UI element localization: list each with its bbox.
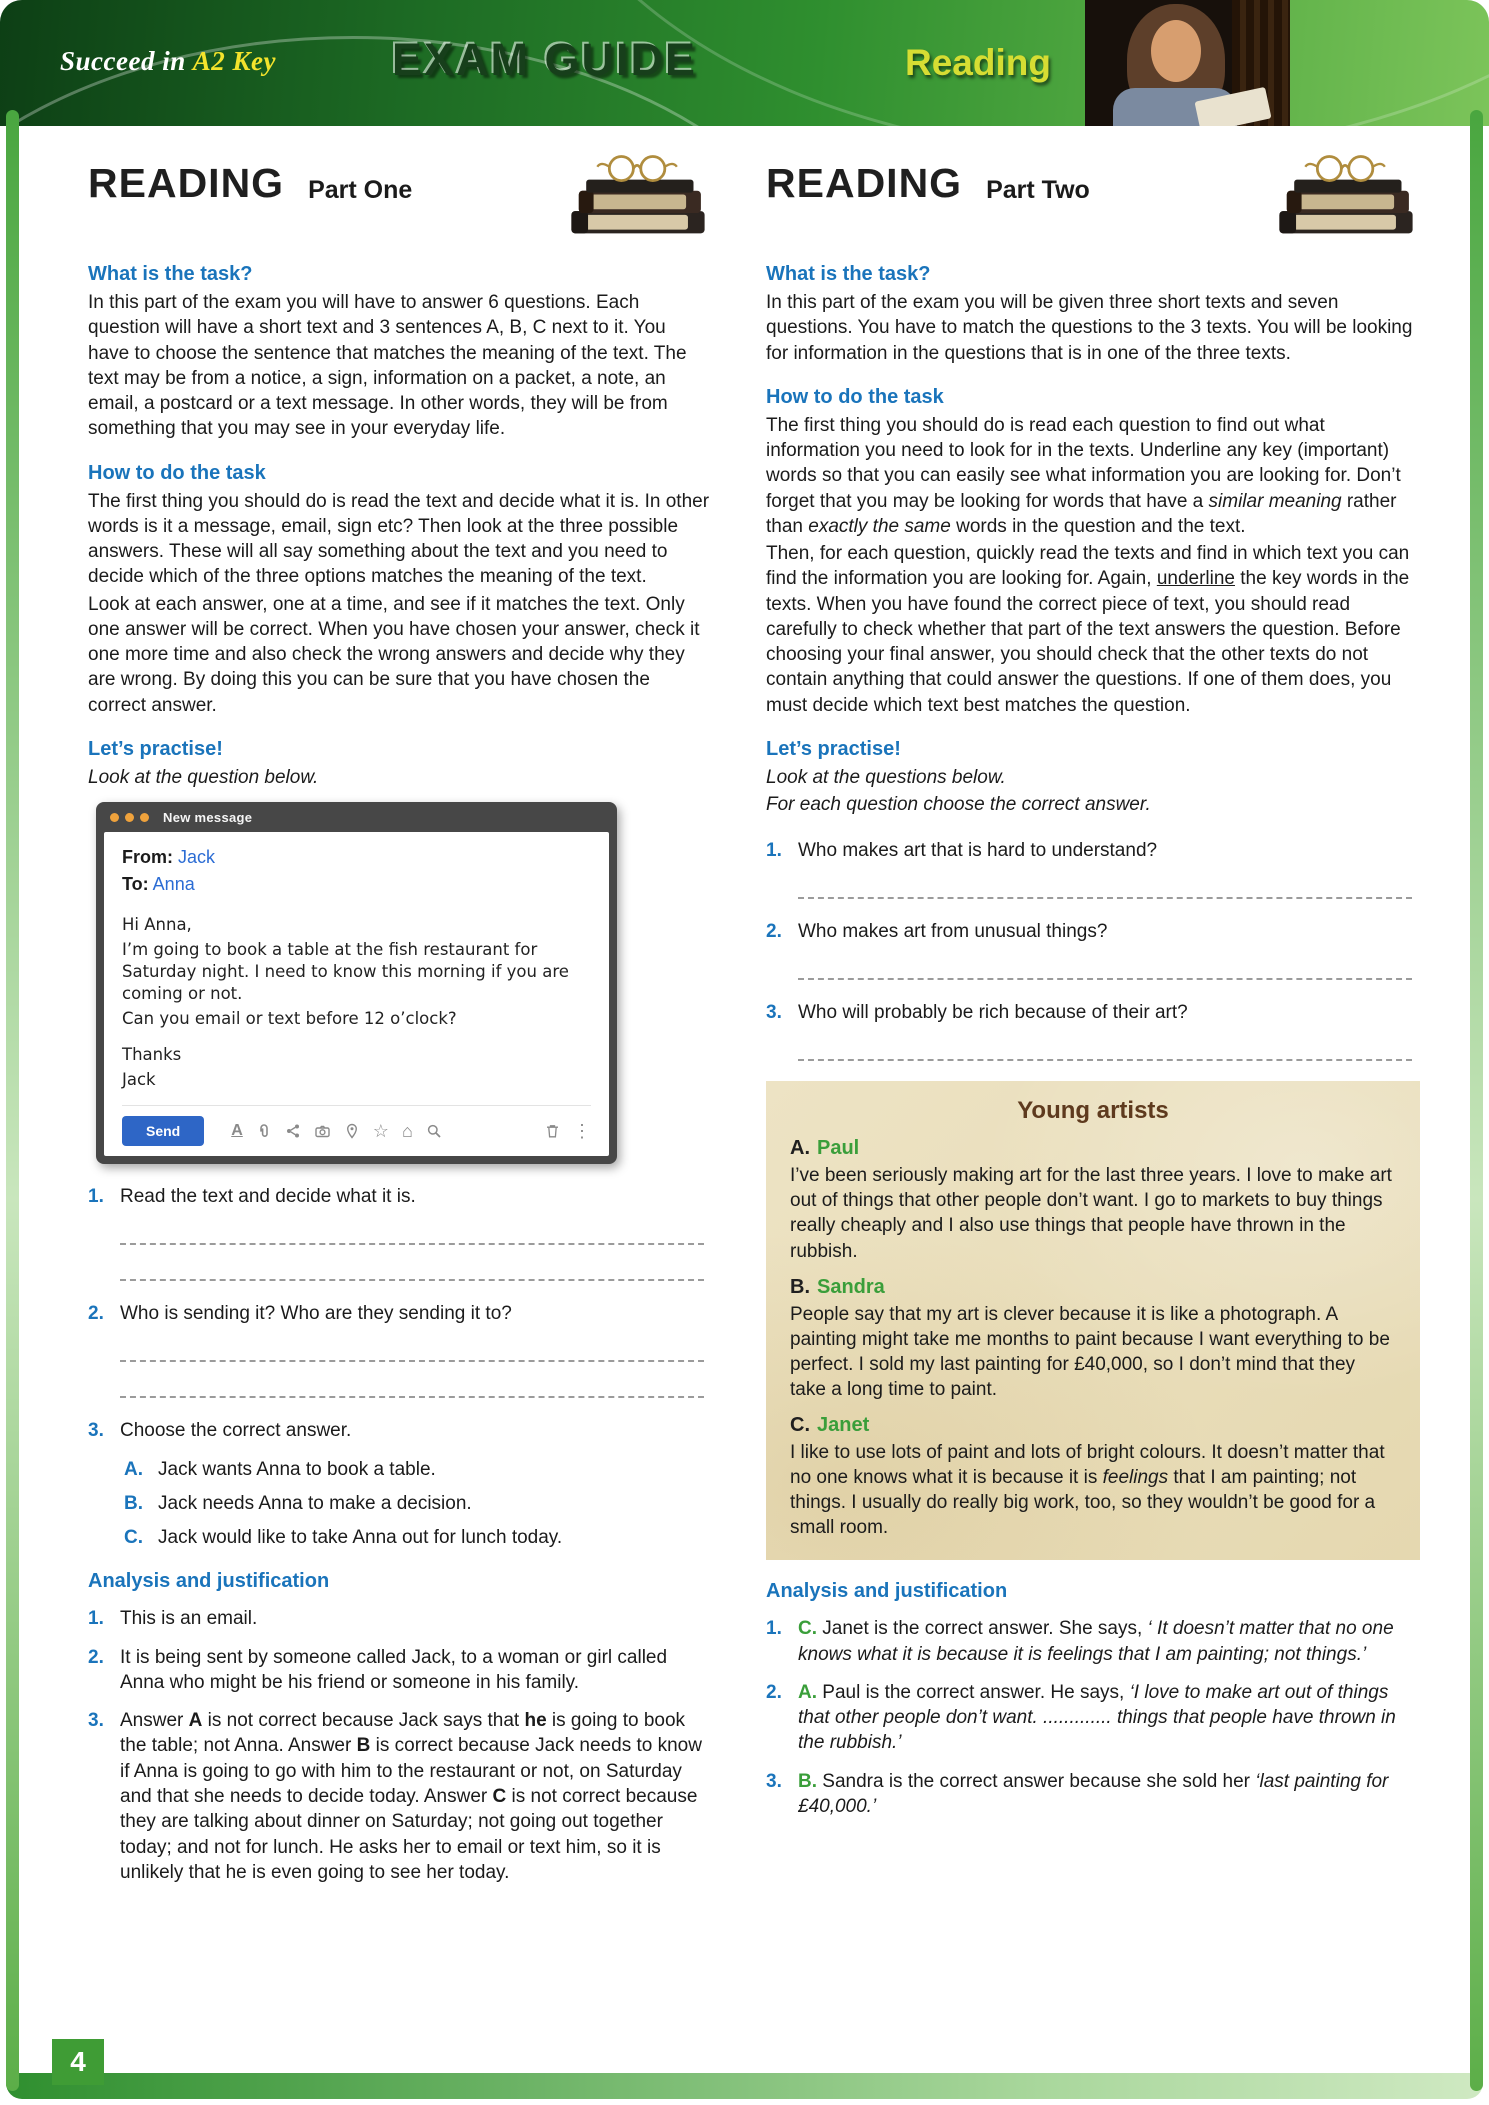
question-number: 2. [88, 1303, 104, 1325]
question-item [88, 1301, 712, 1398]
option-b [124, 1491, 712, 1516]
option-a [124, 1457, 712, 1482]
page-border-right [1470, 110, 1483, 2091]
artist-letter: C. [790, 1413, 810, 1436]
email-line: Thanks [122, 1044, 182, 1064]
email-window-title: New message [163, 809, 253, 825]
artist-name [790, 1137, 1396, 1160]
part-two-label: Part Two [986, 176, 1090, 204]
analysis-text: It is being sent by someone called Jack, to a woman or girl called Anna who might be his friend or someone in his family. [120, 1646, 668, 1693]
books-glasses-image [1272, 150, 1420, 243]
reading-heading: READING [88, 160, 285, 206]
email-line: Jack [122, 1069, 156, 1089]
woman-face [1151, 20, 1201, 82]
from-label: From: [122, 847, 173, 868]
reading-heading: READING [766, 160, 963, 206]
email-to-row [122, 871, 591, 898]
analysis-number: 1. [88, 1608, 104, 1630]
question-text: Who makes art from unusual things? [798, 920, 1108, 942]
format-text-icon[interactable]: A [231, 1121, 243, 1139]
option-text: Jack needs Anna to make a decision. [158, 1492, 472, 1514]
what-is-task-text: In this part of the exam you will be given three short texts and seven questions. You have to match the questions to the 3 texts. You will be looking for information in the questions that is in one of the three texts. [766, 292, 1413, 364]
analysis-text: C. Janet is the correct answer. She says, ‘ It doesn’t matter that no one knows what it is because it is feelings that I am painting; not things.’ [798, 1618, 1394, 1665]
reading-part-one-column [88, 150, 712, 1898]
analysis-number: 2. [88, 1646, 104, 1668]
analysis-number: 3. [88, 1710, 104, 1732]
email-body-text [122, 914, 591, 1091]
window-dot-icon [140, 813, 149, 822]
answer-line [120, 1326, 704, 1362]
question-text: Read the text and decide what it is. [120, 1185, 416, 1207]
email-line: I’m going to book a table at the fish restaurant for Saturday night. I need to know this morning if you are coming or not. [122, 940, 569, 1004]
artist-first-name: Paul [817, 1137, 860, 1160]
part-two-header [766, 150, 1420, 243]
artist-text-a [790, 1137, 1396, 1263]
question-text: Who makes art that is hard to understand? [798, 839, 1158, 861]
question-number: 2. [766, 920, 782, 942]
section-title: Reading [905, 42, 1051, 83]
artist-first-name: Janet [817, 1413, 870, 1436]
artist-letter: B. [790, 1275, 810, 1298]
practise-instruction-1: Look at the questions below. [766, 766, 1006, 788]
email-mockup-window [96, 802, 617, 1164]
brand [60, 46, 276, 77]
brand-prefix: Succeed in [60, 46, 186, 76]
email-content [104, 832, 609, 1156]
trash-icon[interactable] [545, 1123, 560, 1139]
from-value[interactable]: Jack [178, 847, 216, 868]
young-artists-box [766, 1081, 1420, 1560]
search-icon[interactable] [426, 1123, 442, 1139]
analysis-item [88, 1606, 712, 1631]
analysis-text: A. Paul is the correct answer. He says, ‘I love to make art out of things that other people don’t want. ............. things that people have thrown in the rubbish.’ [798, 1681, 1396, 1754]
artist-letter: A. [790, 1137, 810, 1160]
question-item [88, 1184, 712, 1281]
question-item [88, 1418, 712, 1550]
analysis-item [766, 1680, 1420, 1756]
how-to-paragraph-1: The first thing you should do is read the text and decide what it is. In other words is it a message, email, sign etc? Then look at the three possible answers. These will all say something about the text and you need to decide which of the three options matches the meaning of the text. [88, 490, 710, 588]
analysis-heading: Analysis and justification [766, 1580, 1008, 1603]
question-text: Who will probably be rich because of their art? [798, 1002, 1188, 1024]
how-to-paragraph-2: Then, for each question, quickly read the texts and find in which text you can find the information you are looking for. Again, underline the key words in the texts. When you have found the correct piece of text, you should read carefully to check whether that part of the text answers the question. Before choosing your final answer, you should check that the other texts do not contain anything that could answer the questions. If one of them does, you must decide which text best matches the question. [766, 543, 1410, 716]
question-item [766, 919, 1420, 980]
artist-paragraph: People say that my art is clever because it is like a photograph. A painting might take me months to paint because I want everything to be perfect. I sold my last painting for £40,000, so I don’t mind that they take a long time to paint. [790, 1303, 1390, 1400]
artist-name [790, 1276, 1396, 1299]
question-text: Choose the correct answer. [120, 1420, 352, 1442]
books-glasses-image [564, 150, 712, 243]
analysis-item [88, 1708, 712, 1885]
analysis-number: 1. [766, 1618, 782, 1640]
send-button[interactable]: Send [122, 1116, 204, 1146]
header-photo-woman-reading [1085, 0, 1290, 126]
email-line: Can you email or text before 12 o’clock? [122, 1009, 457, 1028]
to-value[interactable]: Anna [152, 874, 195, 895]
email-titlebar [104, 802, 609, 832]
practise-instruction-2: For each question choose the correct answer. [766, 794, 1151, 816]
how-to-paragraph-2: Look at each answer, one at a time, and see if it matches the text. Only one answer will be correct. When you have chosen your answer, check it one more time and also check the wrong answers and decide why they are wrong. By doing this you can be sure that you have chosen the correct answer. [88, 593, 700, 716]
page-number: 4 [52, 2039, 104, 2085]
email-toolbar [122, 1105, 591, 1146]
lets-practise-heading: Let’s practise! [88, 737, 223, 760]
analysis-text: Answer A is not correct because Jack says that he is going to book the table; not Anna. Answer B is correct because Jack needs to know if Anna is going to go with him to the restaurant or not, on Saturday and that she needs to decide today. Answer C is not correct because they are talking about dinner on Saturday; not going out together today; and not for lunch. He asks her to email or text him, so it is unlikely that he is even going to see her today. [120, 1710, 702, 1883]
artist-paragraph: I like to use lots of paint and lots of bright colours. It doesn’t matter that no one knows what it is because it is feelings that I am painting; not things. I usually do really big work, too, so they wouldn’t be good for a small room. [790, 1441, 1385, 1539]
attachment-icon[interactable] [256, 1123, 272, 1139]
share-icon[interactable] [285, 1123, 301, 1139]
email-from-row [122, 844, 591, 871]
email-meta [122, 844, 591, 902]
analysis-text: This is an email. [120, 1608, 258, 1630]
exam-guide-title: EXAM GUIDE [392, 34, 698, 85]
part-one-label: Part One [308, 176, 413, 204]
what-is-task-heading: What is the task? [88, 263, 253, 285]
option-letter: C. [124, 1527, 143, 1549]
answer-line [798, 944, 1412, 980]
more-options-icon[interactable]: ⋮ [573, 1120, 591, 1141]
answer-line [120, 1362, 704, 1398]
question-item [766, 838, 1420, 899]
what-is-task-heading: What is the task? [766, 263, 931, 285]
practise-instruction: Look at the question below. [88, 766, 319, 788]
how-to-task-heading: How to do the task [88, 461, 266, 484]
star-icon[interactable]: ☆ [372, 1120, 389, 1141]
question-text: Who is sending it? Who are they sending it to? [120, 1303, 512, 1325]
young-artists-title: Young artists [1017, 1097, 1169, 1125]
lets-practise-heading: Let’s practise! [766, 737, 901, 760]
answer-line [120, 1245, 704, 1281]
answer-line [798, 1025, 1412, 1061]
analysis-text: B. Sandra is the correct answer because she sold her ‘last painting for £40,000.’ [798, 1770, 1389, 1817]
email-line: Hi Anna, [122, 915, 192, 935]
question-item [766, 1000, 1420, 1061]
camera-icon[interactable] [314, 1123, 331, 1139]
option-letter: B. [124, 1492, 143, 1514]
option-text: Jack would like to take Anna out for lunch today. [158, 1527, 563, 1549]
artist-text-b [790, 1276, 1396, 1402]
brand-course-name: A2 Key [192, 46, 276, 76]
page-border-left [6, 110, 19, 2091]
option-text: Jack wants Anna to book a table. [158, 1458, 436, 1480]
artist-name [790, 1414, 1396, 1437]
artist-paragraph: I’ve been seriously making art for the last three years. I love to make art out of things that other people don’t want. I go to markets to buy things really cheaply and I also use things that people have thrown in the rubbish. [790, 1165, 1392, 1262]
how-to-task-heading: How to do the task [766, 385, 944, 408]
page-header [0, 0, 1489, 126]
artist-first-name: Sandra [817, 1275, 885, 1298]
to-label: To: [122, 874, 149, 895]
answer-options [120, 1448, 712, 1551]
option-c [124, 1525, 712, 1550]
analysis-item [766, 1616, 1420, 1667]
window-dot-icon [110, 813, 119, 822]
question-number: 3. [88, 1420, 104, 1442]
question-number: 1. [766, 839, 782, 861]
location-icon[interactable] [344, 1123, 360, 1139]
analysis-number: 2. [766, 1681, 782, 1703]
artist-text-c [790, 1414, 1396, 1540]
reading-part-two-column [766, 150, 1420, 1898]
answer-line [798, 863, 1412, 899]
answer-line [120, 1209, 704, 1245]
option-letter: A. [124, 1458, 143, 1480]
analysis-item [766, 1769, 1420, 1820]
question-number: 1. [88, 1185, 104, 1207]
analysis-number: 3. [766, 1770, 782, 1792]
part-one-header [88, 150, 712, 243]
how-to-paragraph-1: The first thing you should do is read each question to find out what information you need to look for in the texts. Underline any key (important) words so that you can easily see what information you are looking for. Don’t forget that you may be looking for words that have a similar meaning rather than exactly the same words in the question and the text. [766, 414, 1401, 537]
what-is-task-text: In this part of the exam you will have to answer 6 questions. Each question will have a short text and 3 sentences A, B, C next to it. You have to choose the sentence that matches the meaning of the text. The text may be from a notice, a sign, information on a packet, a note, an email, a postcard or a text message. In other words, they will be from something that you may see in your everyday life. [88, 292, 687, 440]
analysis-item [88, 1645, 712, 1696]
page-content [88, 150, 1420, 1898]
question-number: 3. [766, 1002, 782, 1024]
window-dot-icon [125, 813, 134, 822]
analysis-heading: Analysis and justification [88, 1570, 330, 1593]
page-border-bottom [6, 2073, 1483, 2099]
home-icon[interactable]: ⌂ [401, 1120, 413, 1141]
